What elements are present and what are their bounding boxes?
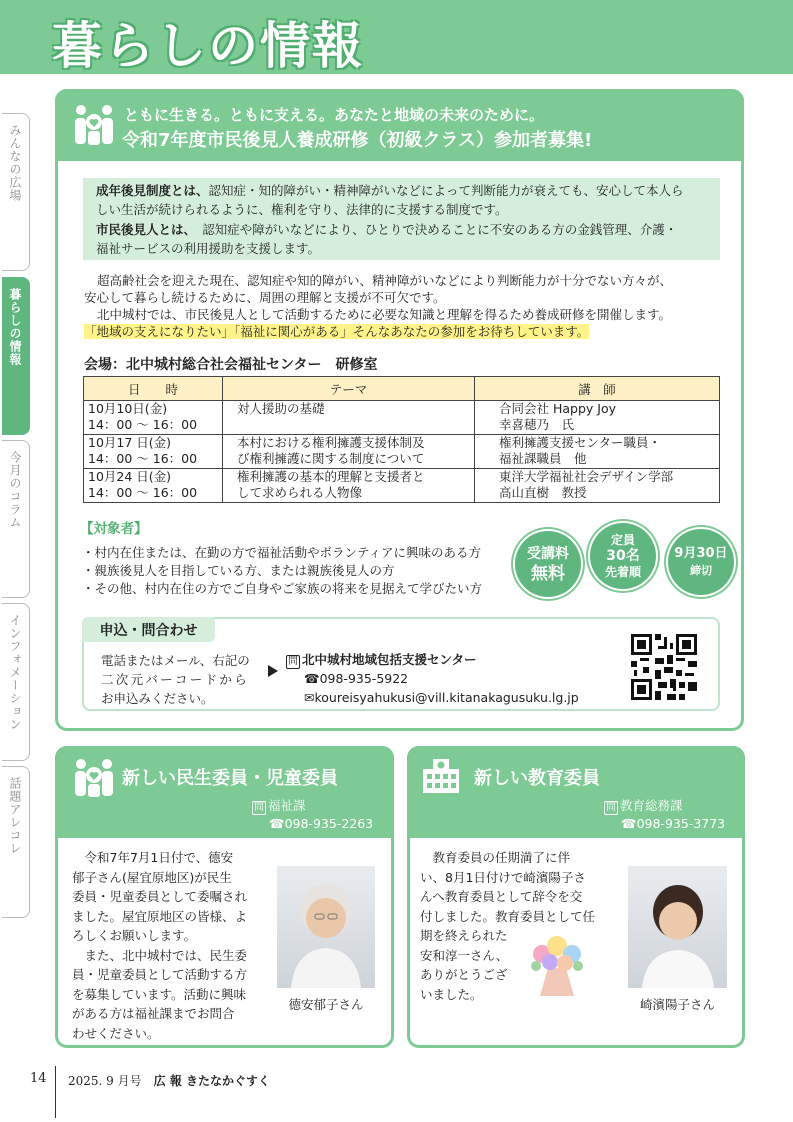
side-tab-minna[interactable]: [2, 113, 30, 271]
definition-guardianship: 成年後見制度とは、認知症・知的障がい・精神障がいなどによって判断能力が衰えても、安心して本人ら しい生活が続けられるように、権利を守り、法律的に支援する制度です。: [96, 183, 684, 217]
arrow-right-icon: [267, 664, 279, 678]
page-title: 暮らしの情報: [52, 17, 364, 75]
table-row: 10月17 日(金) 14：00 ～ 16：00 本村における権利擁護支援体制及 び権利擁護に関する制度について 権利擁護支援センター職員・ 福祉課職員 他: [84, 435, 720, 469]
footer-divider: [55, 1066, 56, 1118]
education-body: 教育委員の任期満了に伴 い、8月1日付けで崎濱陽子さ んへ教育委員として辞令を交 付しました。教育委員として任 期を終えられた 安和淳一さん、 ありがとうござ いました。: [420, 850, 596, 1002]
side-tab-label: 今月のコラム: [8, 451, 22, 529]
side-tab-label: インフォメーション: [8, 614, 22, 731]
inquiry-icon: 問: [288, 656, 298, 667]
person-icon: [277, 866, 375, 988]
mail-icon: ✉: [304, 690, 315, 705]
highlight-text: 「地域の支えになりたい」「福祉に関心がある」そんなあなたの参加をお待ちしています。: [84, 324, 590, 339]
portrait-photo: [277, 866, 375, 988]
welfare-body: 令和7年7月1日付で、德安 郁子さん(屋宜原地区)が民生 委員・児童委員として委嘱され ました。屋宜原地区の皆様、よ ろしくお願いします。 また、北中城村では、民生委 員・児童委員として活動する方 を募集しています。活動に興味 がある方は福祉課までお問合 わせください。: [72, 850, 248, 1041]
portrait-photo: [628, 866, 727, 988]
deadline-badge: 9月30日 締切: [668, 529, 734, 595]
side-tab-kurashi[interactable]: [2, 277, 30, 435]
page-number: 14: [30, 1071, 47, 1086]
guardian-body: 超高齢社会を迎えた現在、認知症や知的障がい、精神障がいなどにより判断能力が十分でない方々が、 安心して暮らし続けるために、周囲の理解と支援が不可欠です。 北中城村では、市民後見人として活動するために必要な知識と理解を得るため養成研修を開催します。 「地域の支えになりたい」「福祉に関心がある」そんなあなたの参加をお待ちしています。: [84, 273, 673, 339]
phone-icon: ☎: [304, 671, 320, 686]
schedule-table: [83, 376, 720, 503]
person-icon: [628, 866, 727, 988]
side-tab-label: みんなの広場: [8, 124, 22, 202]
education-caption: 崎濱陽子さん: [639, 997, 715, 1012]
table-header: 日 時: [84, 377, 223, 401]
education-phone[interactable]: 098-935-3773: [636, 816, 726, 831]
side-tab-information[interactable]: [2, 603, 30, 761]
contact-info: 問 北中城村地域包括支援センター ☎098-935-5922 ✉koureisyahukusi@vill.kitanakagusuku.lg.jp: [288, 652, 579, 705]
capacity-badge: 定員 30名 先着順: [590, 523, 656, 589]
guardian-subtitle: ともに生きる。ともに支える。あなたと地域の未来のために。: [124, 106, 545, 124]
education-contact: 問 教育総務課 ☎098-935-3773: [606, 798, 726, 831]
people-heart-icon: [72, 101, 116, 149]
target-label: 【対象者】: [80, 521, 148, 537]
phone-icon: ☎: [269, 816, 285, 831]
qr-code-icon[interactable]: [631, 634, 697, 700]
target-list: [82, 544, 482, 598]
welfare-contact: 問 福祉課 ☎098-935-2263: [254, 798, 374, 831]
list-item: ・村内在住または、在勤の方で福祉活動やボランティアに興味のある方: [82, 545, 482, 560]
apply-label: 申込・問合わせ: [82, 617, 215, 642]
contact-phone[interactable]: 098-935-5922: [319, 671, 409, 686]
education-title: 新しい教育委員: [474, 768, 600, 789]
table-header: テーマ: [223, 377, 475, 401]
fee-badge: 受講料 無料: [515, 531, 581, 597]
inquiry-icon: 問: [254, 802, 264, 813]
welfare-phone[interactable]: 098-935-2263: [284, 816, 374, 831]
people-heart-icon: [72, 756, 116, 800]
apply-instructions: 電話またはメール、右記の 二次元バーコードから お申込みください。: [101, 653, 250, 706]
phone-icon: ☎: [621, 816, 637, 831]
list-item: ・親族後見人を目指している方、または親族後見人の方: [82, 563, 395, 578]
side-tab-wadai[interactable]: [2, 766, 30, 918]
side-tab-label: 話題アレコレ: [8, 777, 22, 855]
welfare-title: 新しい民生委員・児童委員: [122, 768, 338, 789]
school-building-icon: [419, 755, 463, 795]
definition-citizen-guardian: 市民後見人とは、 認知症や障がいなどにより、ひとりで決めることに不安のある方の金銭管理、介護・ 福祉サービスの利用援助を支援します。: [96, 222, 678, 256]
welfare-caption: 德安郁子さん: [288, 997, 364, 1012]
bouquet-icon: [526, 932, 588, 998]
table-row: 10月10日(金) 14：00 ～ 16：00 対人援助の基礎 合同会社 Happy Joy 幸喜穂乃 氏: [84, 401, 720, 435]
side-tab-column[interactable]: [2, 440, 30, 598]
contact-email[interactable]: koureisyahukusi@vill.kitanakagusuku.lg.jp: [314, 690, 579, 705]
table-header: 講 師: [475, 377, 720, 401]
table-row: 10月24 日(金) 14：00 ～ 16：00 権利擁護の基本的理解と支援者と して求められる人物像 東洋大学福祉社会デザイン学部 高山直樹 教授: [84, 469, 720, 503]
footer-issue: 2025. 9 月号 広 報 きたなかぐすく: [68, 1074, 270, 1088]
venue: 会場：北中城村総合社会福祉センター 研修室: [84, 357, 378, 373]
guardian-title: 令和7年度市民後見人養成研修（初級クラス）参加者募集!: [122, 130, 593, 151]
inquiry-icon: 問: [606, 802, 616, 813]
side-tab-label: 暮らしの情報: [8, 288, 22, 366]
list-item: ・その他、村内在住の方でご自身やご家族の将来を見据えて学びたい方: [82, 581, 483, 596]
